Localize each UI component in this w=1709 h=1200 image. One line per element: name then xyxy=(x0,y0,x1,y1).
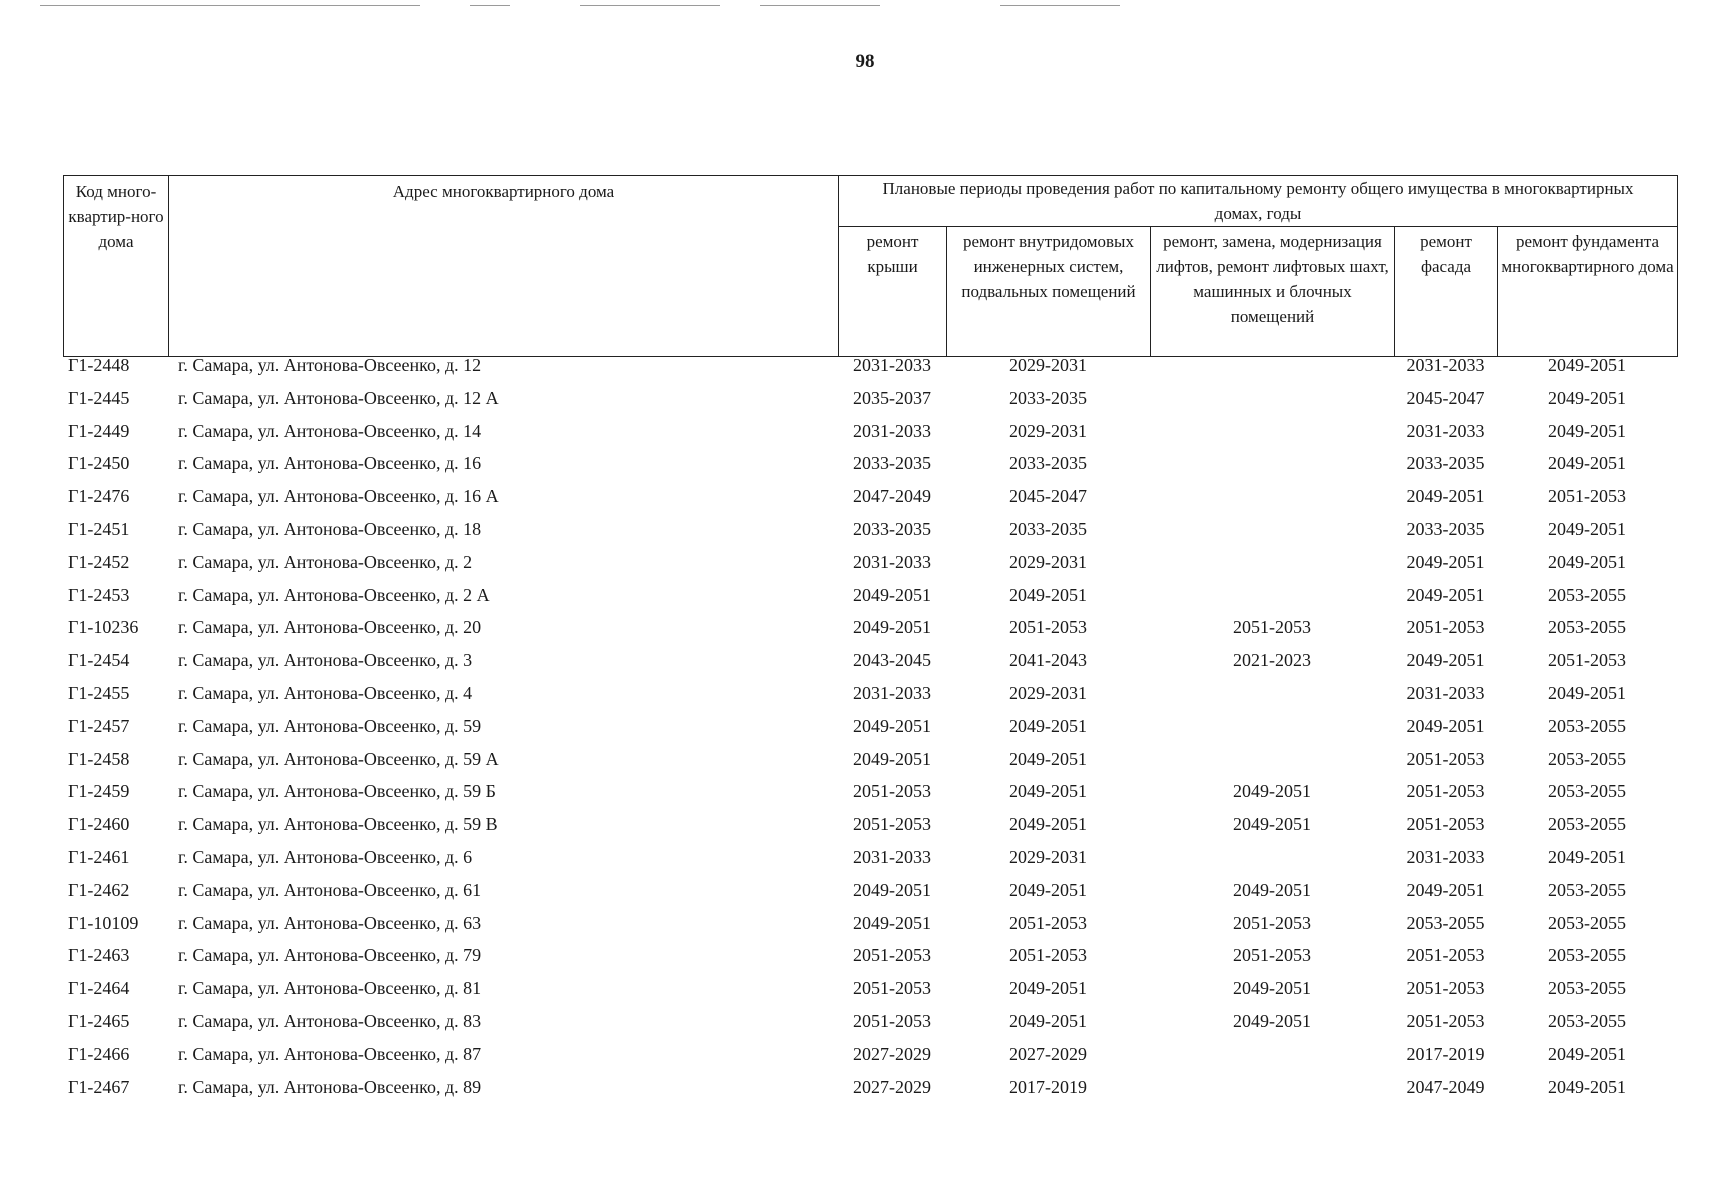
cell-address: г. Самара, ул. Антонова-Овсеенко, д. 14 xyxy=(178,420,482,441)
cell-facade: 2031-2033 xyxy=(1406,420,1485,441)
cell-roof: 2047-2049 xyxy=(853,486,931,507)
cell-address: г. Самара, ул. Антонова-Овсеенко, д. 87 xyxy=(178,1043,482,1064)
cell-engineering: 2049-2051 xyxy=(1009,1010,1087,1031)
cell-code: Г1-2460 xyxy=(68,814,130,835)
cell-facade: 2033-2035 xyxy=(1406,453,1485,474)
cell-foundation: 2053-2055 xyxy=(1548,617,1626,638)
table-row xyxy=(63,453,1677,486)
cell-roof: 2031-2033 xyxy=(853,551,931,572)
cell-address: г. Самара, ул. Антонова-Овсеенко, д. 16 xyxy=(178,453,482,474)
cell-code: Г1-2454 xyxy=(68,650,130,671)
cell-elevators xyxy=(1150,453,1394,486)
cell-address: г. Самара, ул. Антонова-Овсеенко, д. 59 xyxy=(178,715,482,736)
cell-roof: 2051-2053 xyxy=(853,978,931,999)
cell-engineering: 2033-2035 xyxy=(1009,518,1087,539)
header-engineering: ремонт внутридомовых инженерных систем, подвальных помещений xyxy=(947,227,1151,357)
cell-engineering: 2033-2035 xyxy=(1009,387,1087,408)
cell-engineering: 2049-2051 xyxy=(1009,879,1087,900)
cell-engineering: 2049-2051 xyxy=(1009,748,1087,769)
table-row xyxy=(63,978,1677,1011)
cell-code: Г1-2462 xyxy=(68,879,130,900)
cell-address: г. Самара, ул. Антонова-Овсеенко, д. 12 xyxy=(178,355,482,375)
cell-facade: 2051-2053 xyxy=(1406,1010,1485,1031)
cell-address: г. Самара, ул. Антонова-Овсеенко, д. 2 А xyxy=(178,584,490,605)
table-row xyxy=(63,355,1677,388)
cell-address: г. Самара, ул. Антонова-Овсеенко, д. 61 xyxy=(178,879,482,900)
header-periods: Плановые периоды проведения работ по капитальному ремонту общего имущества в многоквартирных домах, годы xyxy=(839,176,1678,227)
cell-elevators xyxy=(1150,552,1394,585)
scan-edge-line xyxy=(1000,5,1120,6)
cell-roof: 2031-2033 xyxy=(853,355,931,375)
table-row xyxy=(63,683,1677,716)
cell-elevators xyxy=(1150,1044,1394,1077)
cell-foundation: 2051-2053 xyxy=(1548,486,1626,507)
cell-foundation: 2053-2055 xyxy=(1548,912,1626,933)
cell-foundation: 2049-2051 xyxy=(1548,682,1626,703)
table-row xyxy=(63,585,1677,618)
cell-roof: 2049-2051 xyxy=(853,912,931,933)
cell-engineering: 2049-2051 xyxy=(1009,781,1087,802)
table-row xyxy=(63,945,1677,978)
cell-roof: 2031-2033 xyxy=(853,846,931,867)
cell-roof: 2049-2051 xyxy=(853,748,931,769)
table-body xyxy=(63,355,1677,1109)
cell-elevators xyxy=(1150,519,1394,552)
scan-edge-line xyxy=(40,5,420,6)
cell-engineering: 2049-2051 xyxy=(1009,814,1087,835)
cell-foundation: 2053-2055 xyxy=(1548,584,1626,605)
cell-code: Г1-2461 xyxy=(68,846,130,867)
cell-facade: 2053-2055 xyxy=(1406,912,1485,933)
cell-elevators xyxy=(1150,749,1394,782)
cell-address: г. Самара, ул. Антонова-Овсеенко, д. 16 А xyxy=(178,486,499,507)
cell-address: г. Самара, ул. Антонова-Овсеенко, д. 79 xyxy=(178,945,482,966)
cell-engineering: 2049-2051 xyxy=(1009,715,1087,736)
cell-facade: 2049-2051 xyxy=(1406,879,1485,900)
cell-address: г. Самара, ул. Антонова-Овсеенко, д. 2 xyxy=(178,551,473,572)
cell-elevators: 2049-2051 xyxy=(1233,879,1311,900)
cell-engineering: 2027-2029 xyxy=(1009,1043,1087,1064)
cell-foundation: 2049-2051 xyxy=(1548,453,1626,474)
cell-foundation: 2053-2055 xyxy=(1548,945,1626,966)
table-row xyxy=(63,421,1677,454)
cell-engineering: 2029-2031 xyxy=(1009,846,1087,867)
cell-roof: 2027-2029 xyxy=(853,1043,931,1064)
cell-roof: 2049-2051 xyxy=(853,715,931,736)
cell-code: Г1-10236 xyxy=(68,617,139,638)
cell-elevators xyxy=(1150,847,1394,880)
cell-address: г. Самара, ул. Антонова-Овсеенко, д. 81 xyxy=(178,978,482,999)
cell-facade: 2031-2033 xyxy=(1406,682,1485,703)
table-header xyxy=(63,175,1678,357)
cell-roof: 2033-2035 xyxy=(853,518,931,539)
cell-elevators xyxy=(1150,1077,1394,1110)
cell-foundation: 2053-2055 xyxy=(1548,1010,1626,1031)
cell-address: г. Самара, ул. Антонова-Овсеенко, д. 59 Б xyxy=(178,781,496,802)
cell-facade: 2051-2053 xyxy=(1406,617,1485,638)
cell-foundation: 2053-2055 xyxy=(1548,715,1626,736)
cell-address: г. Самара, ул. Антонова-Овсеенко, д. 63 xyxy=(178,912,482,933)
cell-roof: 2033-2035 xyxy=(853,453,931,474)
cell-facade: 2051-2053 xyxy=(1406,814,1485,835)
header-elevators: ремонт, замена, модернизация лифтов, ремонт лифтовых шахт, машинных и блочных помещений xyxy=(1151,227,1395,357)
cell-roof: 2035-2037 xyxy=(853,387,931,408)
cell-code: Г1-2464 xyxy=(68,978,130,999)
cell-engineering: 2051-2053 xyxy=(1009,617,1087,638)
cell-address: г. Самара, ул. Антонова-Овсеенко, д. 3 xyxy=(178,650,473,671)
cell-elevators: 2021-2023 xyxy=(1233,650,1311,671)
header-code: Код много-квартир-ного дома xyxy=(64,176,169,357)
cell-address: г. Самара, ул. Антонова-Овсеенко, д. 20 xyxy=(178,617,482,638)
table-row xyxy=(63,552,1677,585)
cell-code: Г1-2448 xyxy=(68,355,130,375)
cell-foundation: 2051-2053 xyxy=(1548,650,1626,671)
cell-foundation: 2049-2051 xyxy=(1548,551,1626,572)
cell-facade: 2031-2033 xyxy=(1406,355,1485,375)
cell-code: Г1-2458 xyxy=(68,748,130,769)
cell-code: Г1-2445 xyxy=(68,387,130,408)
table-row xyxy=(63,814,1677,847)
cell-code: Г1-2455 xyxy=(68,682,130,703)
cell-foundation: 2049-2051 xyxy=(1548,1043,1626,1064)
table-row xyxy=(63,1044,1677,1077)
table-row xyxy=(63,388,1677,421)
cell-engineering: 2029-2031 xyxy=(1009,355,1087,375)
cell-elevators xyxy=(1150,486,1394,519)
cell-address: г. Самара, ул. Антонова-Овсеенко, д. 6 xyxy=(178,846,473,867)
cell-elevators: 2049-2051 xyxy=(1233,978,1311,999)
cell-elevators xyxy=(1150,716,1394,749)
table-row xyxy=(63,519,1677,552)
cell-foundation: 2053-2055 xyxy=(1548,781,1626,802)
cell-facade: 2049-2051 xyxy=(1406,650,1485,671)
cell-elevators: 2049-2051 xyxy=(1233,814,1311,835)
cell-foundation: 2049-2051 xyxy=(1548,355,1626,375)
page-number: 98 xyxy=(855,51,875,72)
cell-address: г. Самара, ул. Антонова-Овсеенко, д. 59 А xyxy=(178,748,499,769)
cell-code: Г1-2453 xyxy=(68,584,130,605)
cell-roof: 2043-2045 xyxy=(853,650,931,671)
header-address: Адрес многоквартирного дома xyxy=(169,176,839,357)
cell-facade: 2051-2053 xyxy=(1406,781,1485,802)
cell-engineering: 2051-2053 xyxy=(1009,945,1087,966)
cell-roof: 2049-2051 xyxy=(853,879,931,900)
cell-elevators xyxy=(1150,421,1394,454)
cell-code: Г1-2463 xyxy=(68,945,130,966)
header-roof: ремонт крыши xyxy=(839,227,947,357)
table-row xyxy=(63,650,1677,683)
cell-roof: 2051-2053 xyxy=(853,781,931,802)
cell-facade: 2045-2047 xyxy=(1406,387,1485,408)
header-foundation: ремонт фундамента многоквартирного дома xyxy=(1498,227,1678,357)
cell-facade: 2051-2053 xyxy=(1406,748,1485,769)
table-row xyxy=(63,847,1677,880)
cell-code: Г1-2467 xyxy=(68,1076,130,1097)
cell-engineering: 2049-2051 xyxy=(1009,584,1087,605)
cell-foundation: 2049-2051 xyxy=(1548,1076,1626,1097)
cell-engineering: 2033-2035 xyxy=(1009,453,1087,474)
cell-address: г. Самара, ул. Антонова-Овсеенко, д. 89 xyxy=(178,1076,482,1097)
cell-address: г. Самара, ул. Антонова-Овсеенко, д. 83 xyxy=(178,1010,482,1031)
cell-engineering: 2029-2031 xyxy=(1009,420,1087,441)
cell-foundation: 2053-2055 xyxy=(1548,814,1626,835)
cell-code: Г1-2459 xyxy=(68,781,130,802)
cell-facade: 2033-2035 xyxy=(1406,518,1485,539)
table-row xyxy=(63,749,1677,782)
cell-facade: 2051-2053 xyxy=(1406,945,1485,966)
cell-elevators xyxy=(1150,683,1394,716)
table-row xyxy=(63,1077,1677,1110)
cell-address: г. Самара, ул. Антонова-Овсеенко, д. 18 xyxy=(178,518,482,539)
cell-engineering: 2029-2031 xyxy=(1009,551,1087,572)
cell-roof: 2049-2051 xyxy=(853,584,931,605)
cell-roof: 2051-2053 xyxy=(853,1010,931,1031)
cell-foundation: 2053-2055 xyxy=(1548,978,1626,999)
cell-address: г. Самара, ул. Антонова-Овсеенко, д. 4 xyxy=(178,682,473,703)
cell-roof: 2031-2033 xyxy=(853,420,931,441)
header-facade: ремонт фасада xyxy=(1395,227,1498,357)
cell-facade: 2017-2019 xyxy=(1406,1043,1485,1064)
cell-elevators: 2051-2053 xyxy=(1233,912,1311,933)
cell-facade: 2051-2053 xyxy=(1406,978,1485,999)
cell-code: Г1-2449 xyxy=(68,420,130,441)
cell-roof: 2051-2053 xyxy=(853,814,931,835)
cell-facade: 2049-2051 xyxy=(1406,486,1485,507)
cell-foundation: 2049-2051 xyxy=(1548,518,1626,539)
scan-edge-line xyxy=(470,5,510,6)
cell-foundation: 2049-2051 xyxy=(1548,387,1626,408)
scan-edge-line xyxy=(760,5,880,6)
cell-code: Г1-10109 xyxy=(68,912,139,933)
cell-facade: 2049-2051 xyxy=(1406,584,1485,605)
cell-code: Г1-2451 xyxy=(68,518,130,539)
cell-roof: 2027-2029 xyxy=(853,1076,931,1097)
cell-facade: 2049-2051 xyxy=(1406,715,1485,736)
cell-facade: 2049-2051 xyxy=(1406,551,1485,572)
cell-elevators: 2051-2053 xyxy=(1233,617,1311,638)
scan-edge-line xyxy=(580,5,720,6)
cell-code: Г1-2450 xyxy=(68,453,130,474)
cell-code: Г1-2476 xyxy=(68,486,130,507)
cell-elevators xyxy=(1150,388,1394,421)
table-row xyxy=(63,617,1677,650)
cell-facade: 2047-2049 xyxy=(1406,1076,1485,1097)
table-row xyxy=(63,880,1677,913)
cell-elevators: 2051-2053 xyxy=(1233,945,1311,966)
cell-address: г. Самара, ул. Антонова-Овсеенко, д. 59 В xyxy=(178,814,498,835)
cell-code: Г1-2457 xyxy=(68,715,130,736)
cell-engineering: 2029-2031 xyxy=(1009,682,1087,703)
table-row xyxy=(63,716,1677,749)
cell-engineering: 2017-2019 xyxy=(1009,1076,1087,1097)
cell-facade: 2031-2033 xyxy=(1406,846,1485,867)
table-row xyxy=(63,913,1677,946)
table-row xyxy=(63,486,1677,519)
cell-foundation: 2049-2051 xyxy=(1548,846,1626,867)
cell-elevators xyxy=(1150,585,1394,618)
cell-engineering: 2041-2043 xyxy=(1009,650,1087,671)
cell-foundation: 2053-2055 xyxy=(1548,748,1626,769)
cell-code: Г1-2466 xyxy=(68,1043,130,1064)
cell-roof: 2051-2053 xyxy=(853,945,931,966)
cell-foundation: 2049-2051 xyxy=(1548,420,1626,441)
cell-code: Г1-2452 xyxy=(68,551,130,572)
cell-engineering: 2051-2053 xyxy=(1009,912,1087,933)
table-row xyxy=(63,1011,1677,1044)
cell-engineering: 2049-2051 xyxy=(1009,978,1087,999)
cell-foundation: 2053-2055 xyxy=(1548,879,1626,900)
cell-elevators xyxy=(1150,355,1394,388)
cell-engineering: 2045-2047 xyxy=(1009,486,1087,507)
cell-elevators: 2049-2051 xyxy=(1233,781,1311,802)
cell-roof: 2031-2033 xyxy=(853,682,931,703)
cell-roof: 2049-2051 xyxy=(853,617,931,638)
cell-address: г. Самара, ул. Антонова-Овсеенко, д. 12 А xyxy=(178,387,499,408)
table-row xyxy=(63,781,1677,814)
cell-code: Г1-2465 xyxy=(68,1010,130,1031)
cell-elevators: 2049-2051 xyxy=(1233,1010,1311,1031)
